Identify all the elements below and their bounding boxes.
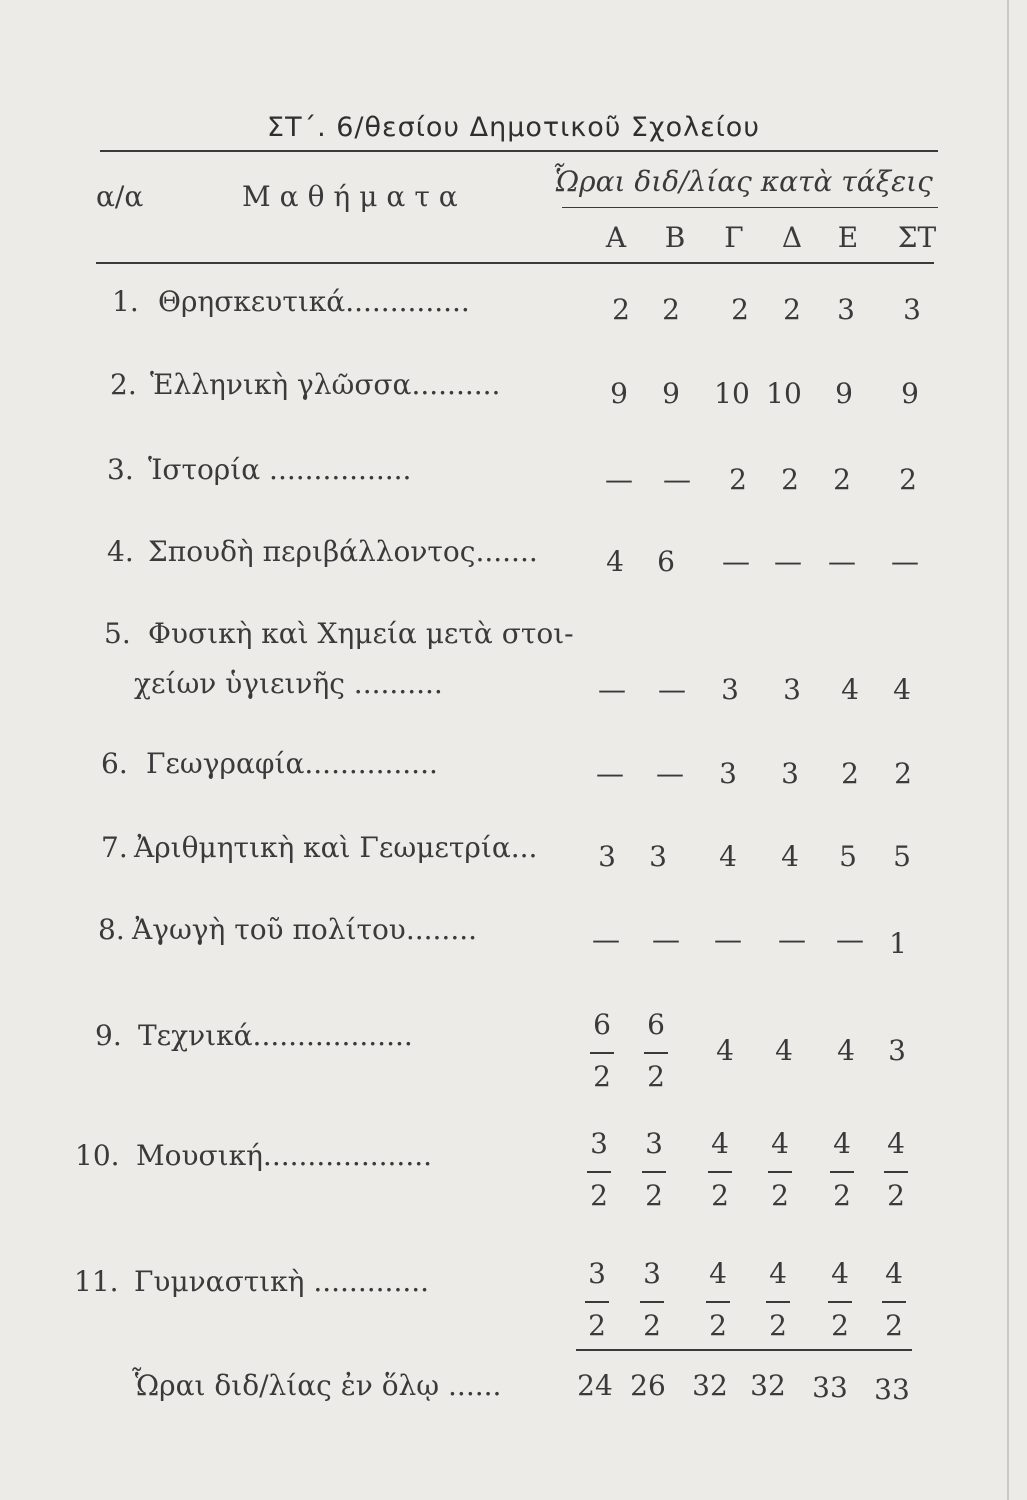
hours-cell: 2	[729, 463, 747, 496]
hours-cell: —	[836, 923, 864, 956]
row-subject: Ἀριθμητικὴ καὶ Γεωμετρία...	[134, 831, 538, 864]
row-number: 6.	[101, 747, 128, 780]
fraction-numerator: 4	[833, 1127, 851, 1160]
hours-cell: 4	[781, 840, 799, 873]
hours-cell: —	[652, 923, 680, 956]
hours-cell: 4	[841, 673, 859, 706]
hours-cell: 3	[837, 293, 855, 326]
fraction-bar	[642, 1171, 666, 1173]
hours-cell: 2	[781, 463, 799, 496]
hours-cell: —	[774, 545, 802, 578]
grade-header-c: Γ	[724, 221, 744, 254]
total-cell: 24	[577, 1369, 613, 1402]
row-number: 10.	[75, 1139, 120, 1172]
hours-cell: 9	[835, 377, 853, 410]
fraction-numerator: 3	[590, 1127, 608, 1160]
fraction-denominator: 2	[831, 1309, 849, 1342]
fraction-numerator: 4	[769, 1257, 787, 1290]
fraction-numerator: 4	[885, 1257, 903, 1290]
fraction-bar	[884, 1171, 908, 1173]
fraction-denominator: 2	[593, 1060, 611, 1093]
hours-cell: 3	[903, 293, 921, 326]
total-cell: 33	[812, 1371, 848, 1404]
fraction-denominator: 2	[769, 1309, 787, 1342]
fraction-numerator: 6	[647, 1008, 665, 1041]
header-bottom-rule	[96, 262, 934, 264]
hours-cell: —	[596, 757, 624, 790]
fraction-denominator: 2	[887, 1179, 905, 1212]
hours-cell: 9	[662, 377, 680, 410]
fraction-numerator: 4	[831, 1257, 849, 1290]
fraction-bar	[585, 1301, 609, 1303]
column-header-no: α/α	[96, 180, 144, 213]
hours-cell: —	[663, 463, 691, 496]
grade-header-f: ΣΤ	[897, 221, 937, 254]
fraction-bar	[830, 1171, 854, 1173]
fraction-numerator: 6	[593, 1008, 611, 1041]
fraction-denominator: 2	[885, 1309, 903, 1342]
row-subject: Θρησκευτικά..............	[158, 285, 470, 318]
hours-cell: 2	[612, 293, 630, 326]
fraction-bar	[766, 1301, 790, 1303]
hours-cell: 2	[899, 463, 917, 496]
hours-cell: —	[828, 545, 856, 578]
fraction-bar	[828, 1301, 852, 1303]
row-subject: Ἀγωγὴ τοῦ πολίτου........	[132, 913, 478, 946]
column-header-hours: Ὧραι διδ/λίας κατὰ τάξεις	[552, 165, 933, 198]
fraction-denominator: 2	[588, 1309, 606, 1342]
hours-cell: 2	[783, 293, 801, 326]
total-cell: 33	[874, 1373, 910, 1406]
fraction-denominator: 2	[643, 1309, 661, 1342]
grade-header-b: Β	[664, 221, 686, 254]
fraction-numerator: 4	[887, 1127, 905, 1160]
hours-cell: 6	[657, 545, 675, 578]
row-number: 5.	[104, 617, 131, 650]
hours-cell: 5	[893, 840, 911, 873]
fraction-numerator: 4	[711, 1127, 729, 1160]
fraction-numerator: 4	[771, 1127, 789, 1160]
fraction-bar	[587, 1171, 611, 1173]
fraction-numerator: 3	[645, 1127, 663, 1160]
hours-cell: —	[658, 673, 686, 706]
hours-cell: —	[592, 923, 620, 956]
hours-cell: 10	[766, 377, 802, 410]
row-subject: Ἑλληνικὴ γλῶσσα..........	[150, 368, 501, 401]
total-cell: 32	[692, 1369, 728, 1402]
row-subject: Γεωγραφία...............	[146, 747, 438, 780]
row-number: 4.	[107, 535, 134, 568]
fraction-bar	[590, 1052, 614, 1054]
row-subject-continued: χείων ὑγιεινῆς ..........	[134, 667, 443, 700]
hours-cell: 3	[598, 840, 616, 873]
hours-cell: 2	[833, 463, 851, 496]
fraction-bar	[644, 1052, 668, 1054]
page-title: ΣΤ΄. 6/θεσίου Δημοτικοῦ Σχολείου	[267, 112, 760, 143]
grade-header-a: Α	[605, 221, 627, 254]
hours-cell: 3	[719, 757, 737, 790]
hours-cell: 2	[731, 293, 749, 326]
hours-cell: 4	[606, 545, 624, 578]
hours-cell: 5	[839, 840, 857, 873]
row-number: 2.	[110, 368, 137, 401]
row-subject: Μουσική...................	[136, 1139, 433, 1172]
hours-cell: —	[656, 757, 684, 790]
hours-cell: 4	[837, 1034, 855, 1067]
row-subject: Φυσικὴ καὶ Χημεία μετὰ στοι-	[148, 617, 574, 650]
fraction-numerator: 4	[709, 1257, 727, 1290]
hours-cell: 4	[719, 840, 737, 873]
top-rule	[100, 150, 938, 152]
hours-cell: 3	[721, 673, 739, 706]
total-cell: 32	[750, 1369, 786, 1402]
hours-cell: 9	[901, 377, 919, 410]
fraction-bar	[640, 1301, 664, 1303]
fraction-denominator: 2	[645, 1179, 663, 1212]
grade-header-e: Ε	[837, 221, 859, 254]
fraction-denominator: 2	[771, 1179, 789, 1212]
column-header-subject: Μαθήματα	[242, 180, 467, 213]
hours-cell: 3	[649, 840, 667, 873]
fraction-bar	[708, 1171, 732, 1173]
row-subject: Ἱστορία ................	[148, 453, 412, 486]
total-cell: 26	[630, 1369, 666, 1402]
row-number: 7.	[101, 831, 128, 864]
hours-cell: 3	[888, 1034, 906, 1067]
hours-cell: 2	[894, 757, 912, 790]
fraction-bar	[768, 1171, 792, 1173]
row-number: 11.	[74, 1265, 119, 1298]
hours-cell: 10	[714, 377, 750, 410]
hours-cell: —	[605, 463, 633, 496]
hours-cell: 2	[662, 293, 680, 326]
hours-cell: 3	[781, 757, 799, 790]
hours-cell: 4	[893, 673, 911, 706]
fraction-bar	[706, 1301, 730, 1303]
fraction-numerator: 3	[588, 1257, 606, 1290]
hours-cell: 4	[716, 1034, 734, 1067]
fraction-numerator: 3	[643, 1257, 661, 1290]
fraction-denominator: 2	[647, 1060, 665, 1093]
grade-header-d: Δ	[781, 221, 803, 254]
fraction-denominator: 2	[590, 1179, 608, 1212]
hours-cell: 4	[775, 1034, 793, 1067]
hours-cell: —	[598, 673, 626, 706]
hours-rule	[562, 207, 938, 208]
page-edge	[1007, 0, 1009, 1500]
fraction-denominator: 2	[709, 1309, 727, 1342]
hours-cell: —	[891, 545, 919, 578]
hours-cell: 1	[889, 927, 907, 960]
row-number: 8.	[98, 913, 125, 946]
row-number: 3.	[107, 453, 134, 486]
hours-cell: —	[722, 545, 750, 578]
row-number: 9.	[95, 1019, 122, 1052]
fraction-denominator: 2	[711, 1179, 729, 1212]
row-subject: Γυμναστικὴ .............	[134, 1265, 430, 1298]
hours-cell: 3	[783, 673, 801, 706]
row-subject: Τεχνικά..................	[138, 1019, 413, 1052]
total-rule	[576, 1349, 912, 1351]
hours-cell: 2	[841, 757, 859, 790]
hours-cell: —	[714, 923, 742, 956]
hours-cell: —	[778, 923, 806, 956]
row-subject: Σπουδὴ περιβάλλοντος.......	[148, 535, 538, 568]
fraction-bar	[882, 1301, 906, 1303]
row-number: 1.	[112, 285, 139, 318]
hours-cell: 9	[610, 377, 628, 410]
fraction-denominator: 2	[833, 1179, 851, 1212]
total-label: Ὧραι διδ/λίας ἐν ὅλῳ ......	[132, 1369, 502, 1402]
